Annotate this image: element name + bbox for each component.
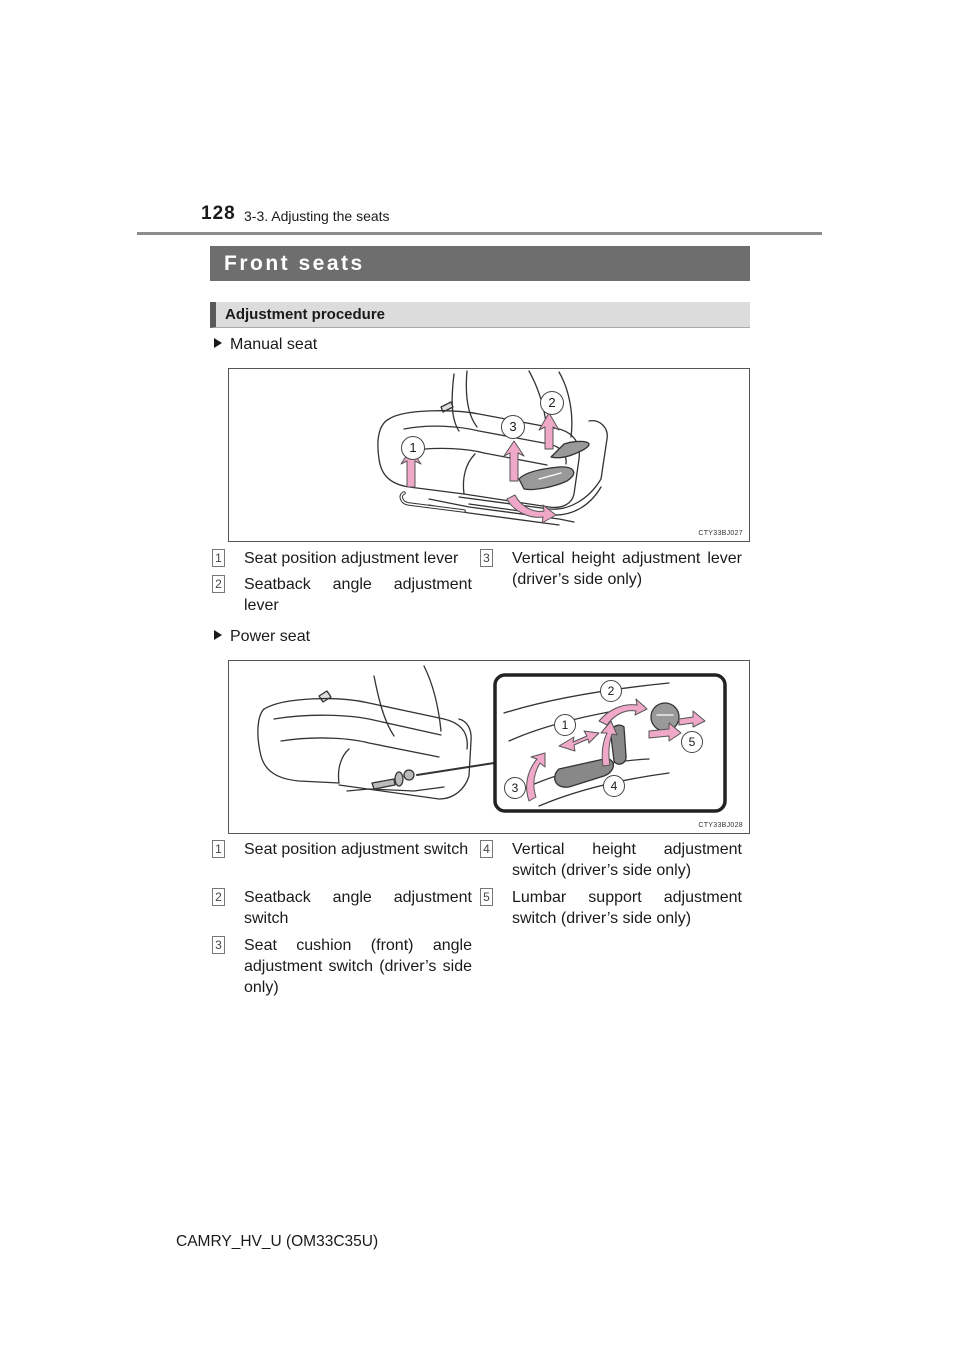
page-number: 128 <box>201 203 236 224</box>
arrow-icon <box>527 753 545 801</box>
figure-code: CTY33BJ027 <box>698 530 743 537</box>
callout-3: 3 <box>501 415 525 439</box>
manual-seat-heading <box>214 336 317 354</box>
item-text: Vertical height adjustment switch (driver’s side only) <box>512 841 742 879</box>
manual-seat-figure <box>228 368 750 542</box>
power-seat-label: Power seat <box>230 628 311 645</box>
document-footer: CAMRY_HV_U (OM33C35U) <box>176 1233 379 1250</box>
item-text: Seat position adjustment switch <box>244 841 469 858</box>
item-number: 2 <box>212 888 225 906</box>
arrow-icon <box>504 441 524 481</box>
callout-4: 4 <box>603 775 625 797</box>
item-text: Vertical height adjustment lever (driver’s side only) <box>512 550 742 588</box>
figure-code: CTY33BJ028 <box>698 822 743 829</box>
callout-2: 2 <box>540 391 564 415</box>
item-number: 1 <box>212 549 225 567</box>
power-seat-heading <box>214 628 310 646</box>
item-text: Seat cushion (front) angle adjustment switch (driver’s side only) <box>244 937 472 996</box>
manual-seat-illustration <box>229 369 749 541</box>
item-text: Lumbar support adjustment switch (driver’s side only) <box>512 889 742 927</box>
item-text: Seatback angle adjustment switch <box>244 889 472 927</box>
header-divider <box>137 232 822 235</box>
callout-2: 2 <box>600 680 622 702</box>
arrow-icon <box>539 413 559 449</box>
section-breadcrumb: 3-3. Adjusting the seats <box>244 208 390 224</box>
callout-5: 5 <box>681 731 703 753</box>
power-seat-illustration <box>229 661 749 833</box>
page-title: Front seats <box>224 252 365 275</box>
manual-seat-label: Manual seat <box>230 336 318 353</box>
item-number: 5 <box>480 888 493 906</box>
subsection-bar <box>210 302 750 328</box>
callout-1: 1 <box>554 714 576 736</box>
subsection-title: Adjustment procedure <box>225 306 386 323</box>
item-number: 1 <box>212 840 225 858</box>
triangle-bullet-icon <box>214 338 222 348</box>
triangle-bullet-icon <box>214 630 222 640</box>
callout-1: 1 <box>401 436 425 460</box>
item-text: Seatback angle adjustment lever <box>244 576 472 614</box>
callout-3: 3 <box>504 777 526 799</box>
item-number: 4 <box>480 840 493 858</box>
arrow-icon <box>679 711 705 727</box>
power-seat-figure <box>228 660 750 834</box>
section-title-bar <box>210 246 750 281</box>
item-number: 3 <box>212 936 225 954</box>
item-number: 2 <box>212 575 225 593</box>
item-number: 3 <box>480 549 493 567</box>
item-text: Seat position adjustment lever <box>244 550 459 567</box>
